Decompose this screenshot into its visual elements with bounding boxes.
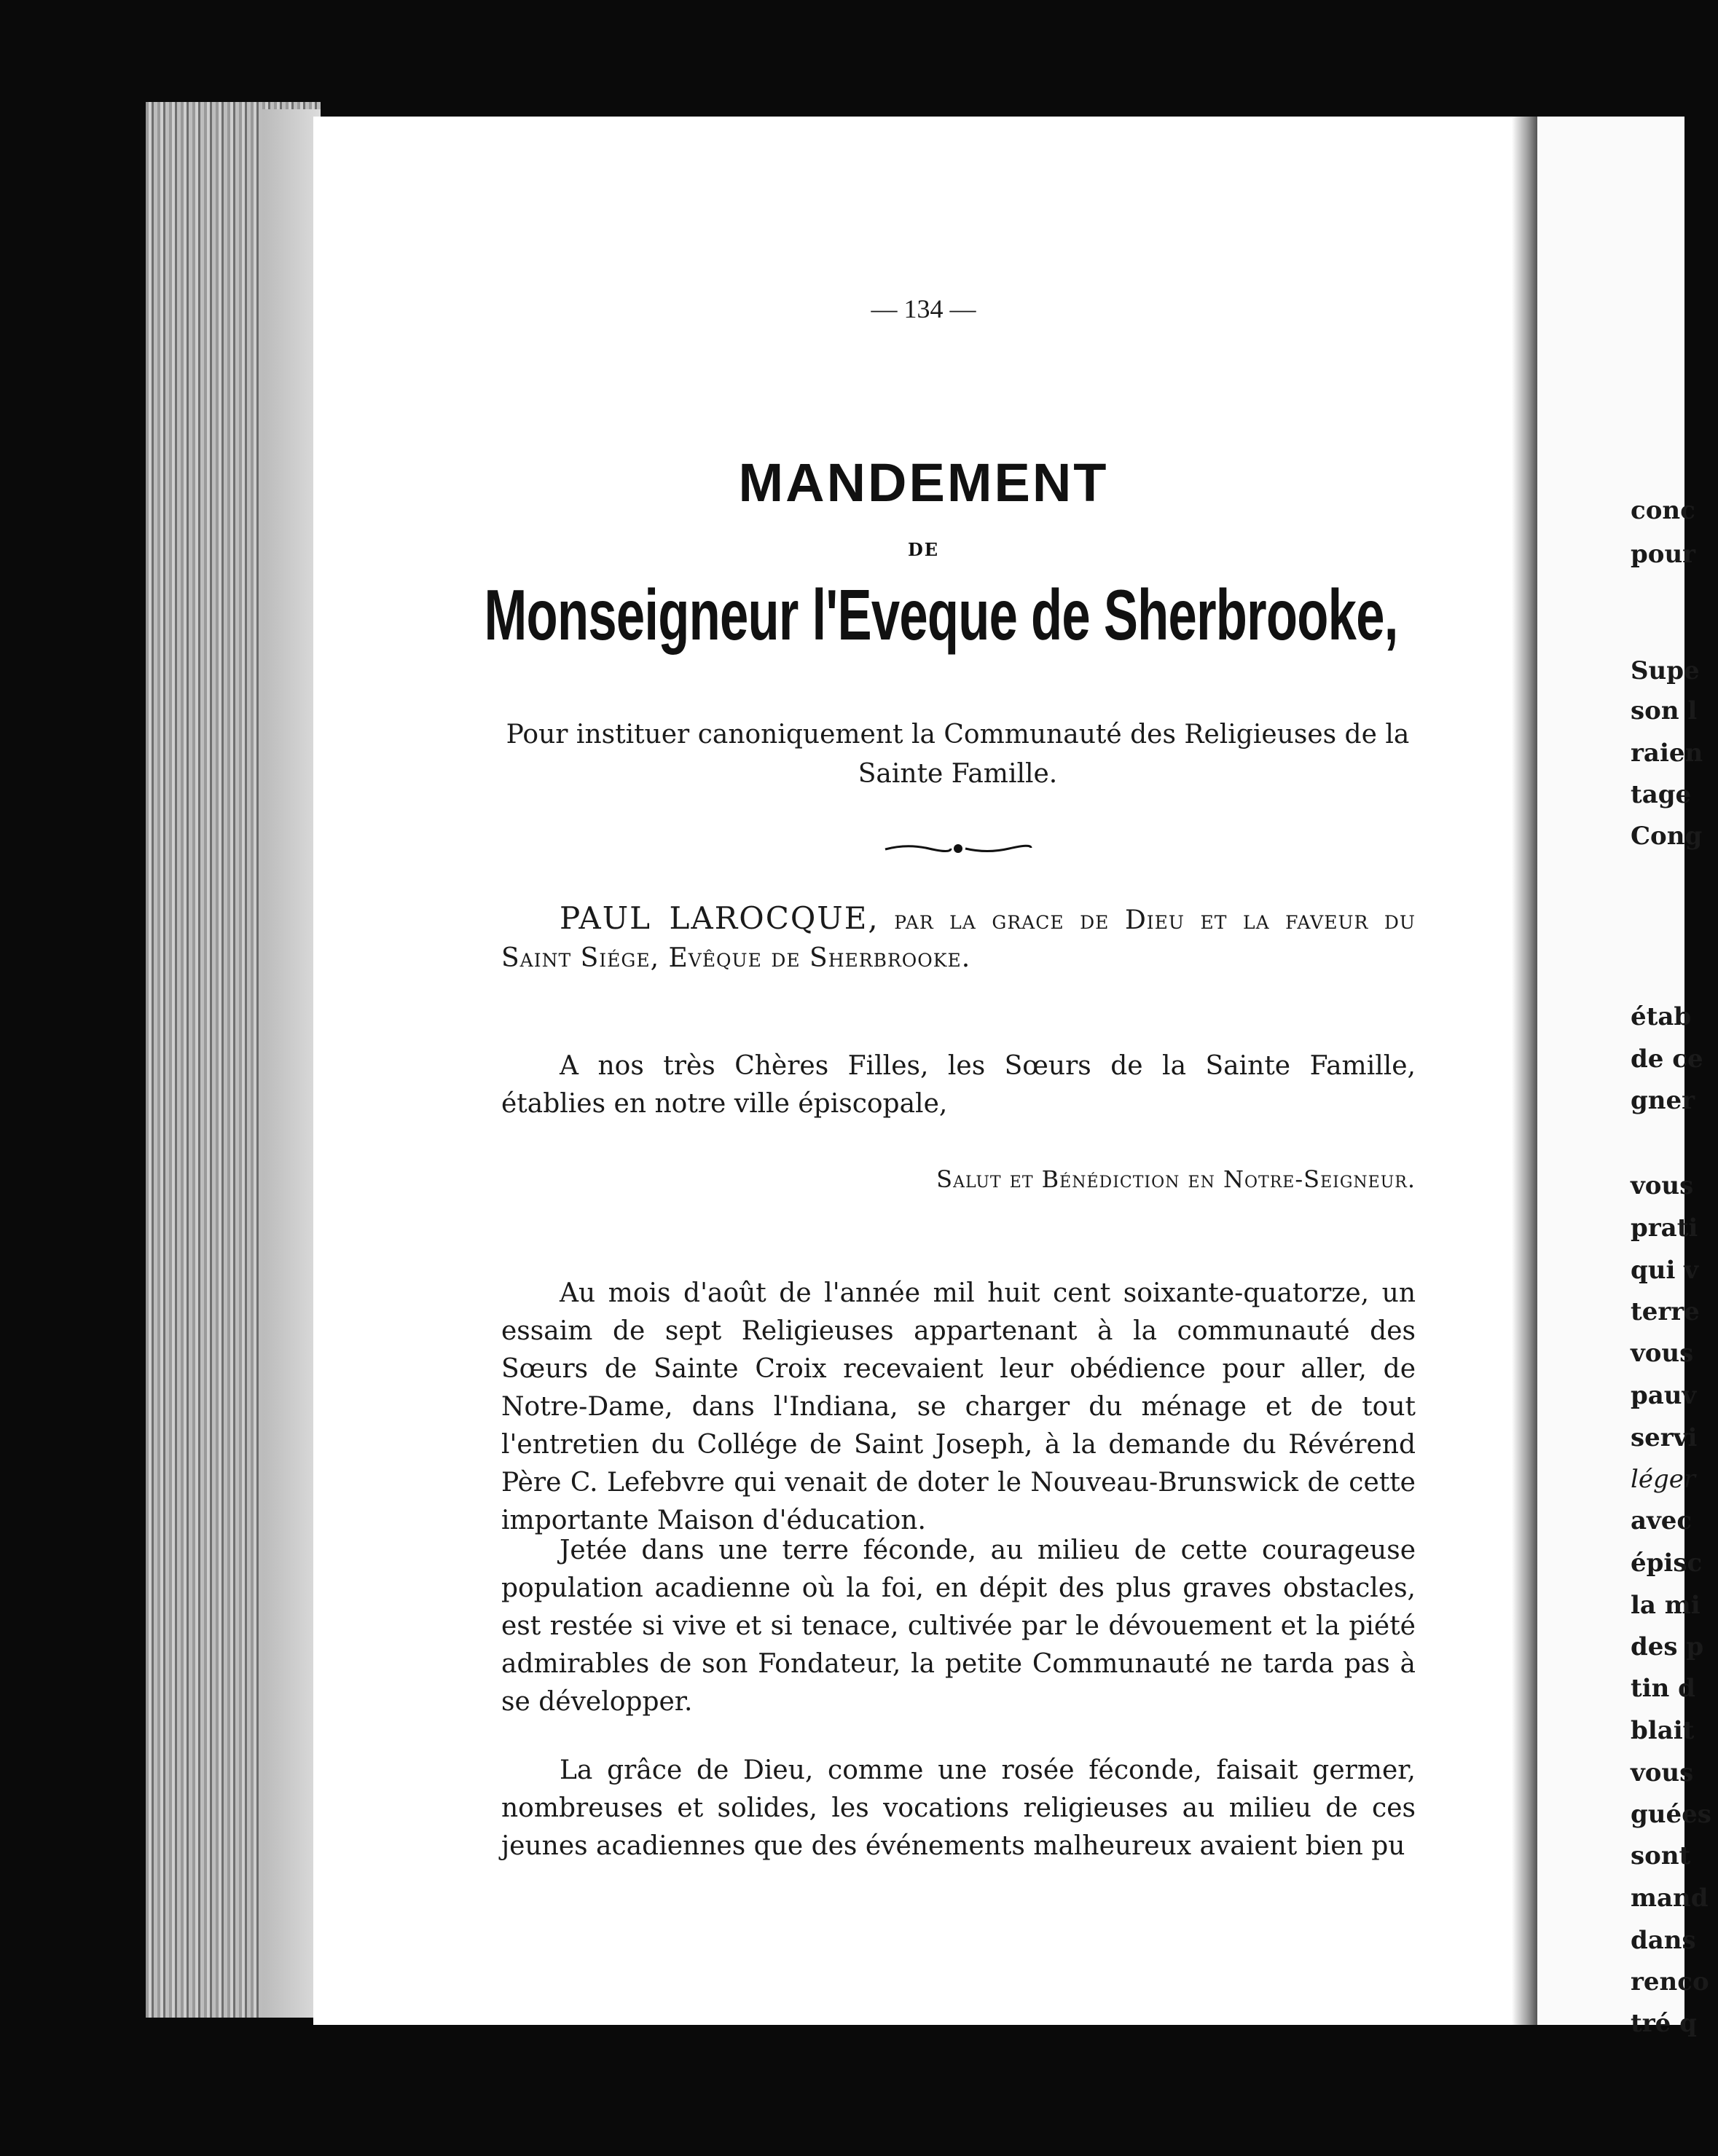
right-page-fragment-line: avec [1631,1506,1692,1535]
right-page-fragment-line: conc [1631,496,1695,525]
bishop-salutation [501,900,1416,977]
right-page-fragment-line: gner [1631,1086,1695,1115]
right-page-fragment-line: tré q [1631,2009,1697,2038]
right-page-fragment-line: servi [1631,1423,1698,1452]
right-page-fragment-line: sont [1631,1841,1691,1870]
title-de: DE [907,539,940,560]
right-page-fragment-line: Cong [1631,822,1703,851]
right-page-fragment-line: Supe [1631,656,1700,685]
right-page-fragment-line: des p [1631,1632,1704,1661]
right-page-fragment-line: vous [1631,1758,1694,1787]
right-page-fragment-line: blait [1631,1716,1695,1745]
paragraph-2: Jetée dans une terre féconde, au milieu de cette courageuse population acadienne où la foi, en dépit des plus graves obstacles, est restée si vive et si tenace, cultivée par le dévouement et la piété admirables de son Fondateur, la petite Communauté ne tarda pas à se développer. [501,1535,1416,1717]
left-page [313,117,1534,2025]
right-page-fragment-line: terre [1631,1297,1700,1326]
right-page-fragment-line: léger [1631,1465,1696,1494]
bishop-name: PAUL LAROCQUE, [560,900,879,936]
subtitle: Pour instituer canoniquement la Communauté des Religieuses de la Sainte Famille. [506,720,1410,789]
right-page-fragment-line: guées [1631,1800,1711,1829]
right-page-fragment-line: dans [1631,1926,1696,1955]
paragraph-3: La grâce de Dieu, comme une rosée féconde, faisait germer, nombreuses et solides, les vocations religieuses au milieu de ces jeunes acadiennes que des événements malheureux avaient bien pu [501,1755,1416,1861]
right-page-fragment-line: mand [1631,1884,1709,1913]
title-bishop: Monseigneur l'Eveque de Sherbrooke, [484,575,1398,655]
right-page-fragment-line: pour [1631,540,1696,569]
salut-line: Salut et Bénédiction en Notre-Seigneur. [936,1165,1416,1193]
right-page-fragment-line: tin d [1631,1674,1695,1703]
right-page-fragment [1537,117,1711,2038]
right-page-fragment-line: étab [1631,1002,1692,1031]
right-page-fragment-line: vous [1631,1171,1694,1200]
right-page-fragment-line: épisc [1631,1549,1703,1578]
title-mandement: MANDEMENT [738,452,1109,513]
page-edge-shadow [262,109,321,2018]
right-page-fragment-line: de ce [1631,1044,1703,1074]
bishop-title: par la grace de Dieu et la faveur du Saint Siége, Evêque de Sherbrooke. [501,905,1416,973]
ornament-divider-icon [871,838,1046,859]
right-page-fragment-line: pauv [1631,1381,1697,1410]
page-number: — 134 — [871,294,976,323]
right-page-fragment-line: renco [1631,1967,1709,1996]
right-page-fragment-line: qui v [1631,1256,1699,1285]
right-page-fragment-line: prati [1631,1213,1698,1243]
address-paragraph: A nos très Chères Filles, les Sœurs de la Sainte Famille, établies en notre ville épiscopale, [501,1051,1416,1119]
right-page-fragment-line: raien [1631,739,1703,768]
right-page-fragment-line: vous [1631,1339,1694,1368]
right-page-fragment-line: tage [1631,780,1692,809]
right-page-fragment-line: son l [1631,696,1698,725]
right-page-fragment-line: la mi [1631,1591,1701,1620]
paragraph-1: Au mois d'août de l'année mil huit cent soixante-quatorze, un essaim de sept Religieuses appartenant à la communauté des Sœurs de Sainte Croix recevaient leur obédience pour aller, de Notre-Dame, dans l'Indiana, se charger du ménage et de tout l'entretien du Collége de Saint Joseph, à la demande du Révérend Père C. Lefebvre qui venait de doter le Nouveau-Brunswick de cette importante Maison d'éducation. [501,1278,1416,1535]
